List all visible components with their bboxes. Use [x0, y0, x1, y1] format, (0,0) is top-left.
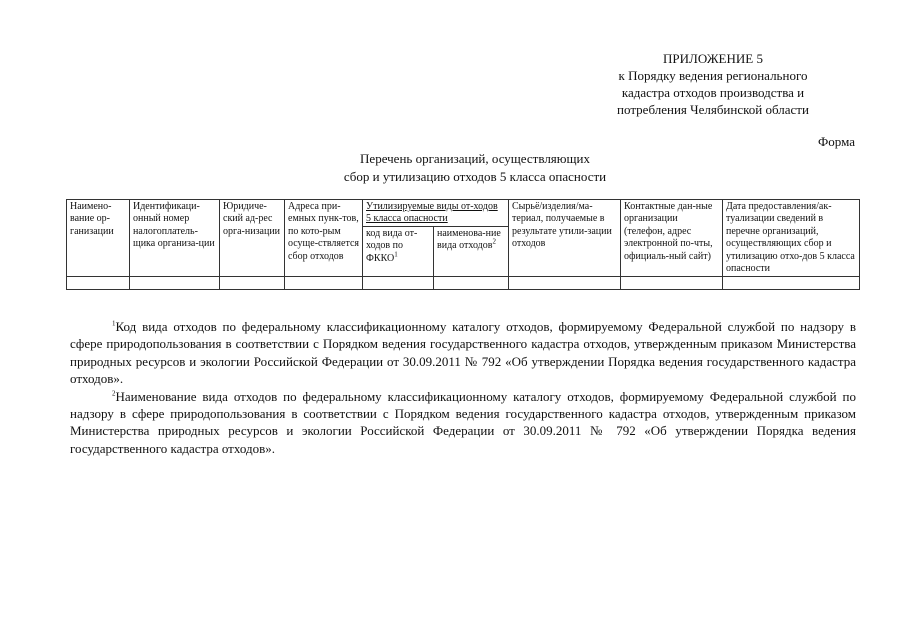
- table-cell: [723, 277, 860, 290]
- col-header-waste-name-label: наименова-ние вида отходов: [437, 227, 501, 252]
- col-header-fkko-code: [363, 226, 434, 277]
- col-header-inn: Идентификаци-онный номер налогоплатель-щика организа-ции: [130, 200, 220, 277]
- col-header-utilized-group-label: Утилизируемые виды от-ходов 5 класса опасности: [366, 201, 498, 225]
- col-header-name: Наимено-вание ор-ганизации: [67, 200, 130, 277]
- footnote-marker: 1: [112, 319, 116, 328]
- table-cell: [285, 277, 363, 290]
- table-row: [67, 277, 860, 290]
- appendix-title: ПРИЛОЖЕНИЕ 5: [663, 51, 763, 66]
- table-cell: [130, 277, 220, 290]
- col-header-date: Дата предоставления/ак-туализации сведений в перечне организаций, осуществляющих сбор и утилизацию отхо-дов 5 класса опасности: [723, 200, 860, 277]
- col-header-raw-materials: Сырьё/изделия/ма-териал, получаемые в результате утили-зации отходов: [509, 200, 621, 277]
- table-header-row: [67, 200, 860, 227]
- footnote-marker: 2: [112, 389, 116, 398]
- footnote-text: Код вида отходов по федеральному классификационному каталогу отходов, формируемому Федеральной службой по надзору в сфере природопользования в соответствии с Порядком ведения государственного кадастра отходов, утвержденным приказом Министерства природных ресурсов и экологии Российской Федерации от 30.09.2011 № 792 «Об утверждении Порядка ведения государственного кадастра отходов».: [70, 319, 856, 387]
- table-cell: [67, 277, 130, 290]
- col-header-waste-name: [434, 226, 509, 277]
- document-title-line: сбор и утилизацию отходов 5 класса опасности: [343, 169, 607, 184]
- footnote-text: Наименование вида отходов по федеральному классификационному каталогу отходов, формируемому Федеральной службой по надзору в сфере природопользования в соответствии с Порядком ведения государственного кадастра отходов, утвержденным приказом Министерства природных ресурсов и экологии Российской Федерации от 30.09.2011 № 792 «Об утверждении Порядка ведения государственного кадастра отходов».: [70, 388, 856, 456]
- col-header-utilized-group: [363, 200, 509, 227]
- footnotes: [70, 318, 856, 457]
- appendix-line: потребления Челябинской области: [617, 102, 809, 117]
- table-cell: [434, 277, 509, 290]
- table-cell: [220, 277, 285, 290]
- col-header-contacts: Контактные дан-ные организации (телефон, адрес электронной по-чты, официаль-ный сайт): [621, 200, 723, 277]
- appendix-line: к Порядку ведения регионального: [618, 68, 808, 83]
- footnote-marker: 2: [492, 237, 496, 246]
- table-cell: [509, 277, 621, 290]
- col-header-reception-address: Адреса при-емных пунк-тов, по кото-рым осуще-ствляется сбор отходов: [285, 200, 363, 277]
- table-cell: [363, 277, 434, 290]
- footnote-marker: 1: [394, 250, 398, 259]
- appendix-header: [588, 50, 838, 118]
- col-header-legal-address: Юридиче-ский ад-рес орга-низации: [220, 200, 285, 277]
- footnote: [70, 318, 856, 388]
- table-cell: [621, 277, 723, 290]
- form-label: Форма: [818, 134, 855, 149]
- appendix-line: кадастра отходов производства и: [621, 85, 805, 100]
- footnote: [70, 388, 856, 458]
- organizations-table: [66, 199, 860, 290]
- col-header-fkko-code-label: код вида от-ходов по ФККО: [366, 227, 418, 264]
- document-title: [310, 150, 640, 186]
- document-title-line: Перечень организаций, осуществляющих: [360, 151, 590, 166]
